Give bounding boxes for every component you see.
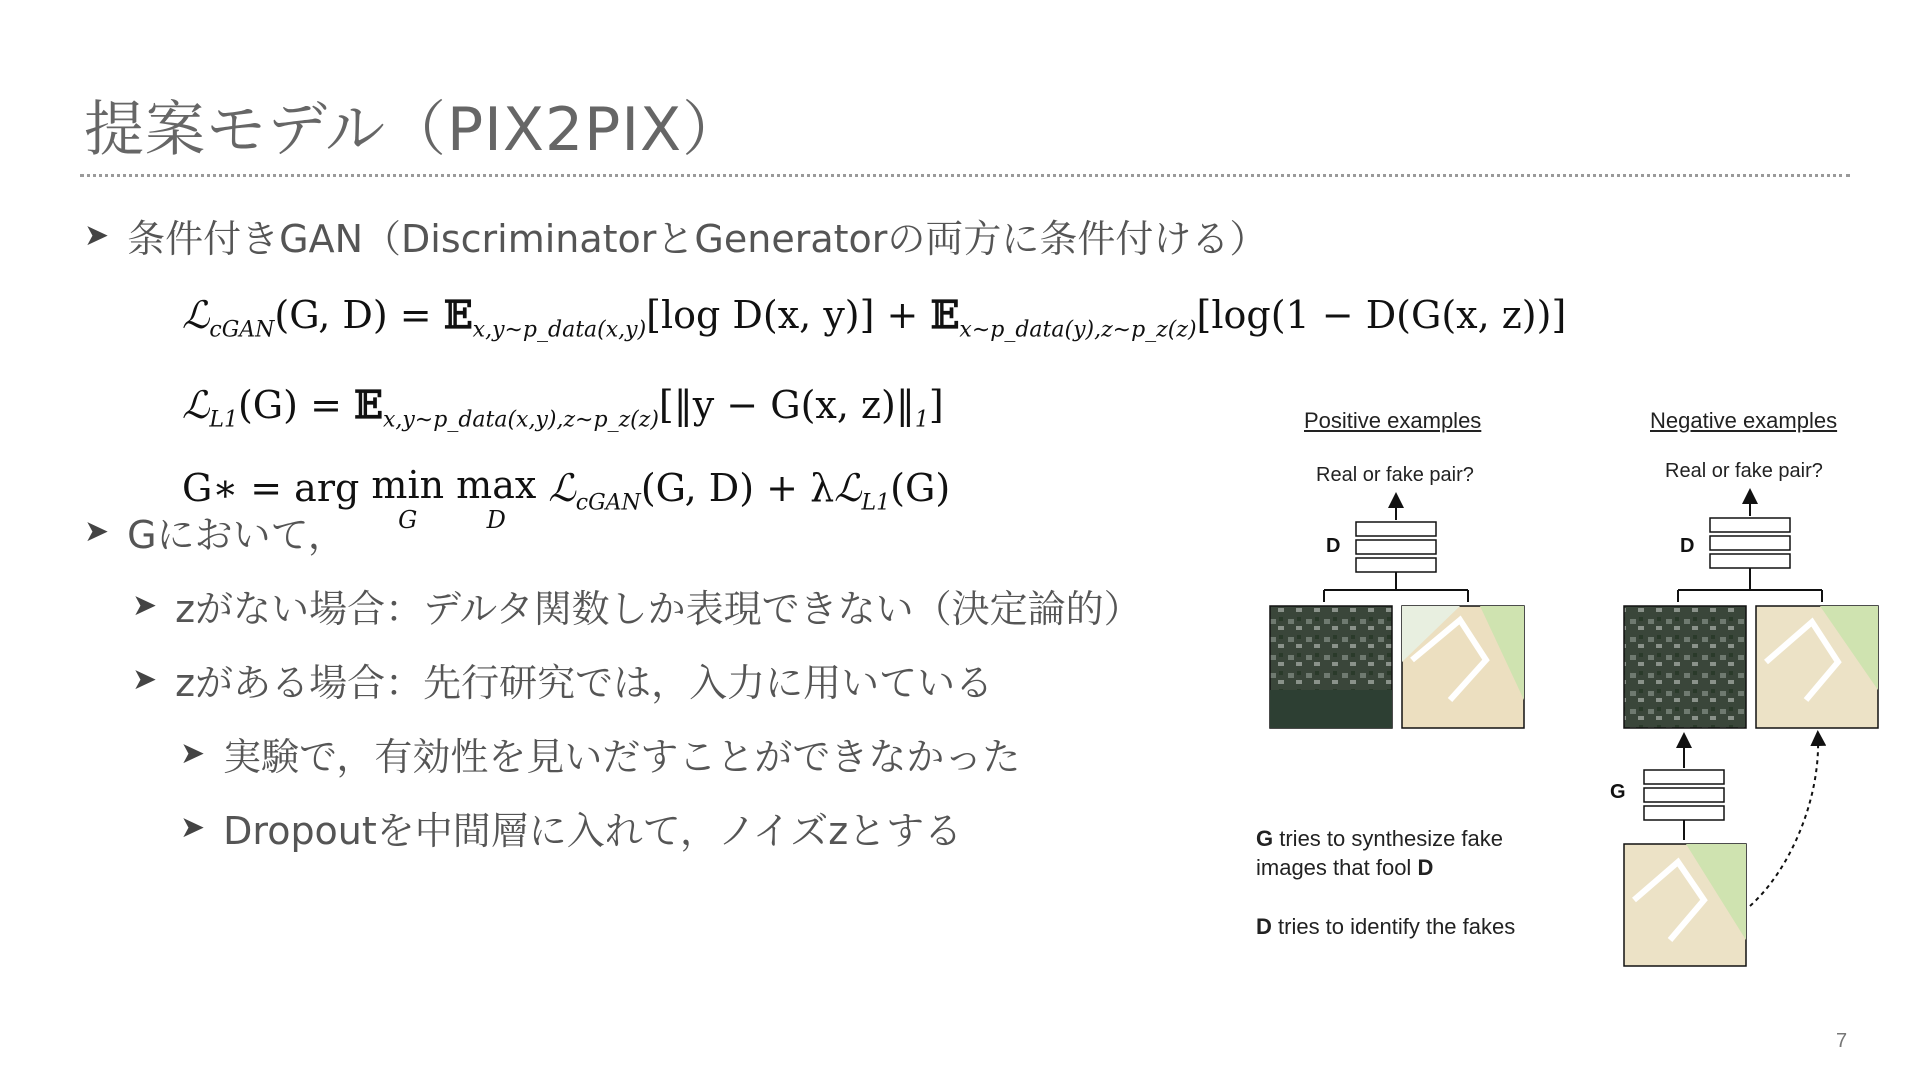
negative-discriminator	[1678, 496, 1822, 602]
pix2pix-figure	[1250, 400, 1890, 980]
bullet-arrow-icon: ➤	[132, 588, 158, 623]
bullet-no-z	[132, 578, 1142, 633]
negative-fake-map-image	[1756, 606, 1878, 728]
eq1-script: ℒ	[182, 293, 210, 337]
eq3-lhs: G∗ = arg	[182, 466, 372, 510]
caption-g-bold: G	[1256, 826, 1274, 851]
bullet-arrow-icon: ➤	[84, 514, 110, 549]
eq2-close: ]	[928, 383, 944, 427]
negative-d-label: D	[1680, 535, 1695, 557]
page-number: 7	[1836, 1030, 1848, 1052]
positive-map-image	[1402, 606, 1524, 728]
eq1-expect2-sub: x∼p_data(y),z∼p_z(z)	[959, 317, 1197, 343]
bullet-arrow-icon: ➤	[180, 736, 206, 771]
eq3-script1: ℒ	[548, 466, 576, 510]
eq1-expect1-sub: x,y∼p_data(x,y)	[472, 317, 647, 343]
generator-block	[1610, 740, 1724, 840]
bullet-with-z	[132, 652, 993, 707]
eq1-term2: [log(1 − D(G(x, z))]	[1196, 293, 1567, 337]
eq3-sub2: L1	[861, 490, 891, 516]
eq2-norm-sub: 1	[914, 407, 929, 433]
positive-examples-heading: Positive examples	[1304, 408, 1482, 433]
eq2-term: [‖y − G(x, z)‖	[658, 383, 915, 427]
eq2-script: ℒ	[182, 383, 210, 427]
eq2-lhs-args: (G) =	[237, 383, 354, 427]
eq1-lhs-sub: cGAN	[209, 317, 275, 343]
eq1-term1: [log D(x, y)] +	[646, 293, 931, 337]
eq3-script2: ℒ	[834, 466, 862, 510]
caption-d-bold: D	[1256, 914, 1272, 939]
discriminator-caption	[1256, 912, 1515, 941]
eq2-lhs-sub: L1	[209, 407, 238, 433]
generator-caption	[1256, 824, 1503, 882]
positive-discriminator	[1324, 500, 1468, 602]
eq3-end: (G)	[890, 466, 951, 510]
eq1-expect2: 𝔼	[930, 292, 960, 337]
negative-satellite-image	[1624, 606, 1746, 728]
generator-g-label: G	[1610, 781, 1626, 803]
eq3-max-op: max	[456, 463, 537, 507]
caption-g-rest: tries to synthesize fake	[1273, 826, 1504, 851]
bullet-arrow-icon: ➤	[84, 218, 110, 253]
positive-question: Real or fake pair?	[1316, 464, 1474, 486]
generator-input-map-image	[1624, 844, 1746, 966]
eq3-min-sub: G	[398, 506, 418, 534]
bullet-experiment	[180, 726, 1020, 781]
eq3-min-op: min	[371, 463, 445, 507]
eq1-expect1: 𝔼	[443, 292, 473, 337]
bullet-text: zがない場合：デルタ関数しか表現できない（決定論的）	[175, 587, 1142, 631]
bullet-conditional-gan	[84, 208, 1267, 263]
negative-examples-heading: Negative examples	[1650, 408, 1838, 433]
bullet-text: 実験で，有効性を見いだすことができなかった	[223, 735, 1021, 779]
caption-d-rest: tries to identify the fakes	[1271, 914, 1516, 939]
negative-question: Real or fake pair?	[1665, 460, 1823, 482]
caption-g-bold2: D	[1417, 855, 1434, 880]
eq2-expect-sub: x,y∼p_data(x,y),z∼p_z(z)	[382, 407, 659, 433]
bullet-text: 条件付きGAN（DiscriminatorとGeneratorの両方に条件付ける）	[127, 217, 1268, 261]
equation-cgan-loss	[182, 292, 1566, 343]
bullet-arrow-icon: ➤	[180, 810, 206, 845]
eq3-min	[371, 463, 445, 534]
eq3-sub1: cGAN	[575, 490, 641, 516]
positive-d-label: D	[1326, 535, 1341, 557]
eq2-expect: 𝔼	[354, 382, 383, 427]
positive-satellite-water	[1270, 690, 1392, 728]
caption-g-line2: images that fool	[1256, 855, 1418, 880]
title-divider	[80, 174, 1850, 177]
figure-diagram	[1250, 400, 1890, 980]
bullet-arrow-icon: ➤	[132, 662, 158, 697]
bullet-dropout	[180, 800, 962, 855]
bullet-text: Gにおいて，	[127, 513, 346, 557]
eq3-max	[456, 463, 537, 534]
eq3-mid: (G, D) + λ	[640, 466, 835, 510]
bullet-text: zがある場合：先行研究では，入力に用いている	[175, 661, 994, 705]
bullet-text: Dropoutを中間層に入れて，ノイズzとする	[223, 809, 963, 853]
equation-l1-loss	[182, 382, 944, 433]
bullet-g-noise	[84, 504, 346, 559]
eq3-max-sub: D	[486, 506, 506, 534]
slide-title: 提案モデル（PIX2PIX）	[84, 95, 744, 165]
eq1-lhs-args: (G, D) =	[274, 293, 444, 337]
fake-output-arrow	[1750, 738, 1818, 906]
